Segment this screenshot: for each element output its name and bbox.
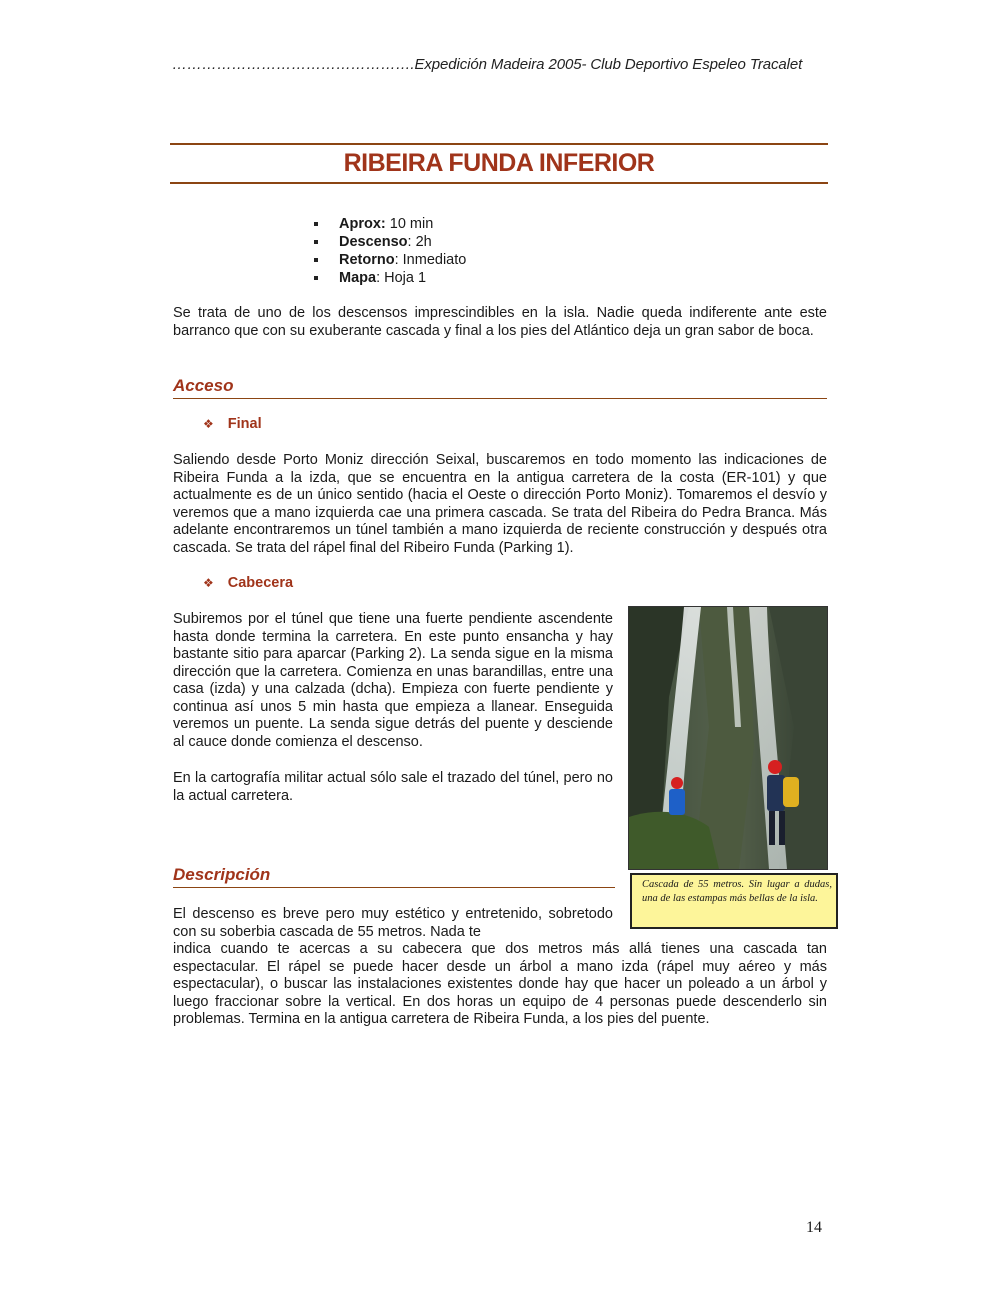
summary-label: Descenso xyxy=(339,234,408,250)
bullet-square-icon xyxy=(314,240,318,244)
waterfall-photo xyxy=(628,606,828,870)
title-box xyxy=(170,143,828,184)
summary-item-aprox xyxy=(312,215,466,233)
running-header xyxy=(172,56,828,73)
section-heading-descripcion: Descripción xyxy=(173,865,615,888)
summary-value: 10 min xyxy=(385,216,434,232)
subheading-cabecera xyxy=(203,575,293,591)
photo-caption: Cascada de 55 metros. Sin lugar a dudas, una de las estampas más bellas de la isla. xyxy=(630,873,838,929)
summary-label: Aprox: xyxy=(339,216,386,232)
page-title: RIBEIRA FUNDA INFERIOR xyxy=(343,149,655,177)
summary-value: : Hoja 1 xyxy=(376,270,427,286)
descripcion-paragraph-rest: indica cuando te acercas a su cabecera que dos metros más allá tienes una cascada tan espectacular. El rápel se puede hacer desde un árbol a mano izda (rápel muy aéreo y más espectacular), o buscar las instalaciones existentes donde hay que hacer un poleado a un árbol y luego fraccionar sobre la vertical. En dos horas un equipo de 4 personas puede descenderlo sin problemas. Termina en la antigua carretera de Ribeira Funda, a los pies del puente. xyxy=(173,941,827,1027)
summary-item-descenso xyxy=(312,233,466,251)
header-dots: …………………………………………. xyxy=(172,56,415,73)
cabecera-note: En la cartografía militar actual sólo sale el trazado del túnel, pero no la actual carretera. xyxy=(173,770,613,804)
summary-value: : 2h xyxy=(407,234,432,250)
final-paragraph: Saliendo desde Porto Moniz dirección Seixal, buscaremos en todo momento las indicaciones de Ribeira Funda a la izda, que se encuentra en la antigua carretera de la costa (ER-101) y que actualmente es de un único sentido (hacia el Oeste o dirección Porto Moniz). Tomaremos el desvío y veremos que a mano izquierda cae una primera cascada. Se trata del Ribeira do Pedra Branca. Más adelante encontraremos un túnel también a mano izquierda de reciente construcción y después otra cascada. Se trata del rápel final del Ribeiro Funda (Parking 1). xyxy=(173,452,827,556)
subheading-final xyxy=(203,416,262,432)
descripcion-paragraph-start: El descenso es breve pero muy estético y entretenido, sobretodo con su soberbia cascada de 55 metros. Nada te xyxy=(173,906,613,940)
summary-list xyxy=(312,215,466,287)
diamond-bullet-icon: ❖ xyxy=(203,417,214,431)
bullet-square-icon xyxy=(314,276,318,280)
section-heading-acceso: Acceso xyxy=(173,376,827,399)
summary-item-mapa xyxy=(312,269,466,287)
summary-item-retorno xyxy=(312,251,466,269)
summary-label: Mapa xyxy=(339,270,377,286)
waterfall-illustration xyxy=(629,607,827,869)
bullet-square-icon xyxy=(314,222,318,226)
summary-value: : Inmediato xyxy=(394,252,467,268)
subheading-cabecera-label: Cabecera xyxy=(227,575,294,591)
header-text: Expedición Madeira 2005- Club Deportivo Espeleo Tracalet xyxy=(414,56,803,73)
bullet-square-icon xyxy=(314,258,318,262)
intro-paragraph: Se trata de uno de los descensos imprescindibles en la isla. Nadie queda indiferente ante este barranco que con su exuberante cascada y final a los pies del Atlántico deja un gran sabor de boca. xyxy=(173,305,827,339)
subheading-final-label: Final xyxy=(227,416,262,432)
diamond-bullet-icon: ❖ xyxy=(203,576,214,590)
page-number: 14 xyxy=(806,1219,822,1236)
cabecera-paragraph: Subiremos por el túnel que tiene una fuerte pendiente ascendente hasta donde termina la carretera. En este punto ensancha y hay bastante sitio para aparcar (Parking 2). La senda sigue en la misma dirección que la carretera. Comienza en unas barandillas, entre una casa (izda) y una calzada (dcha). Empieza con fuerte pendiente y continua así unos 5 min hasta que empieza a llanear. Enseguida veremos un puente. La senda sigue detrás del puente y desciende al cauce donde comienza el descenso. xyxy=(173,611,613,750)
summary-label: Retorno xyxy=(339,252,395,268)
